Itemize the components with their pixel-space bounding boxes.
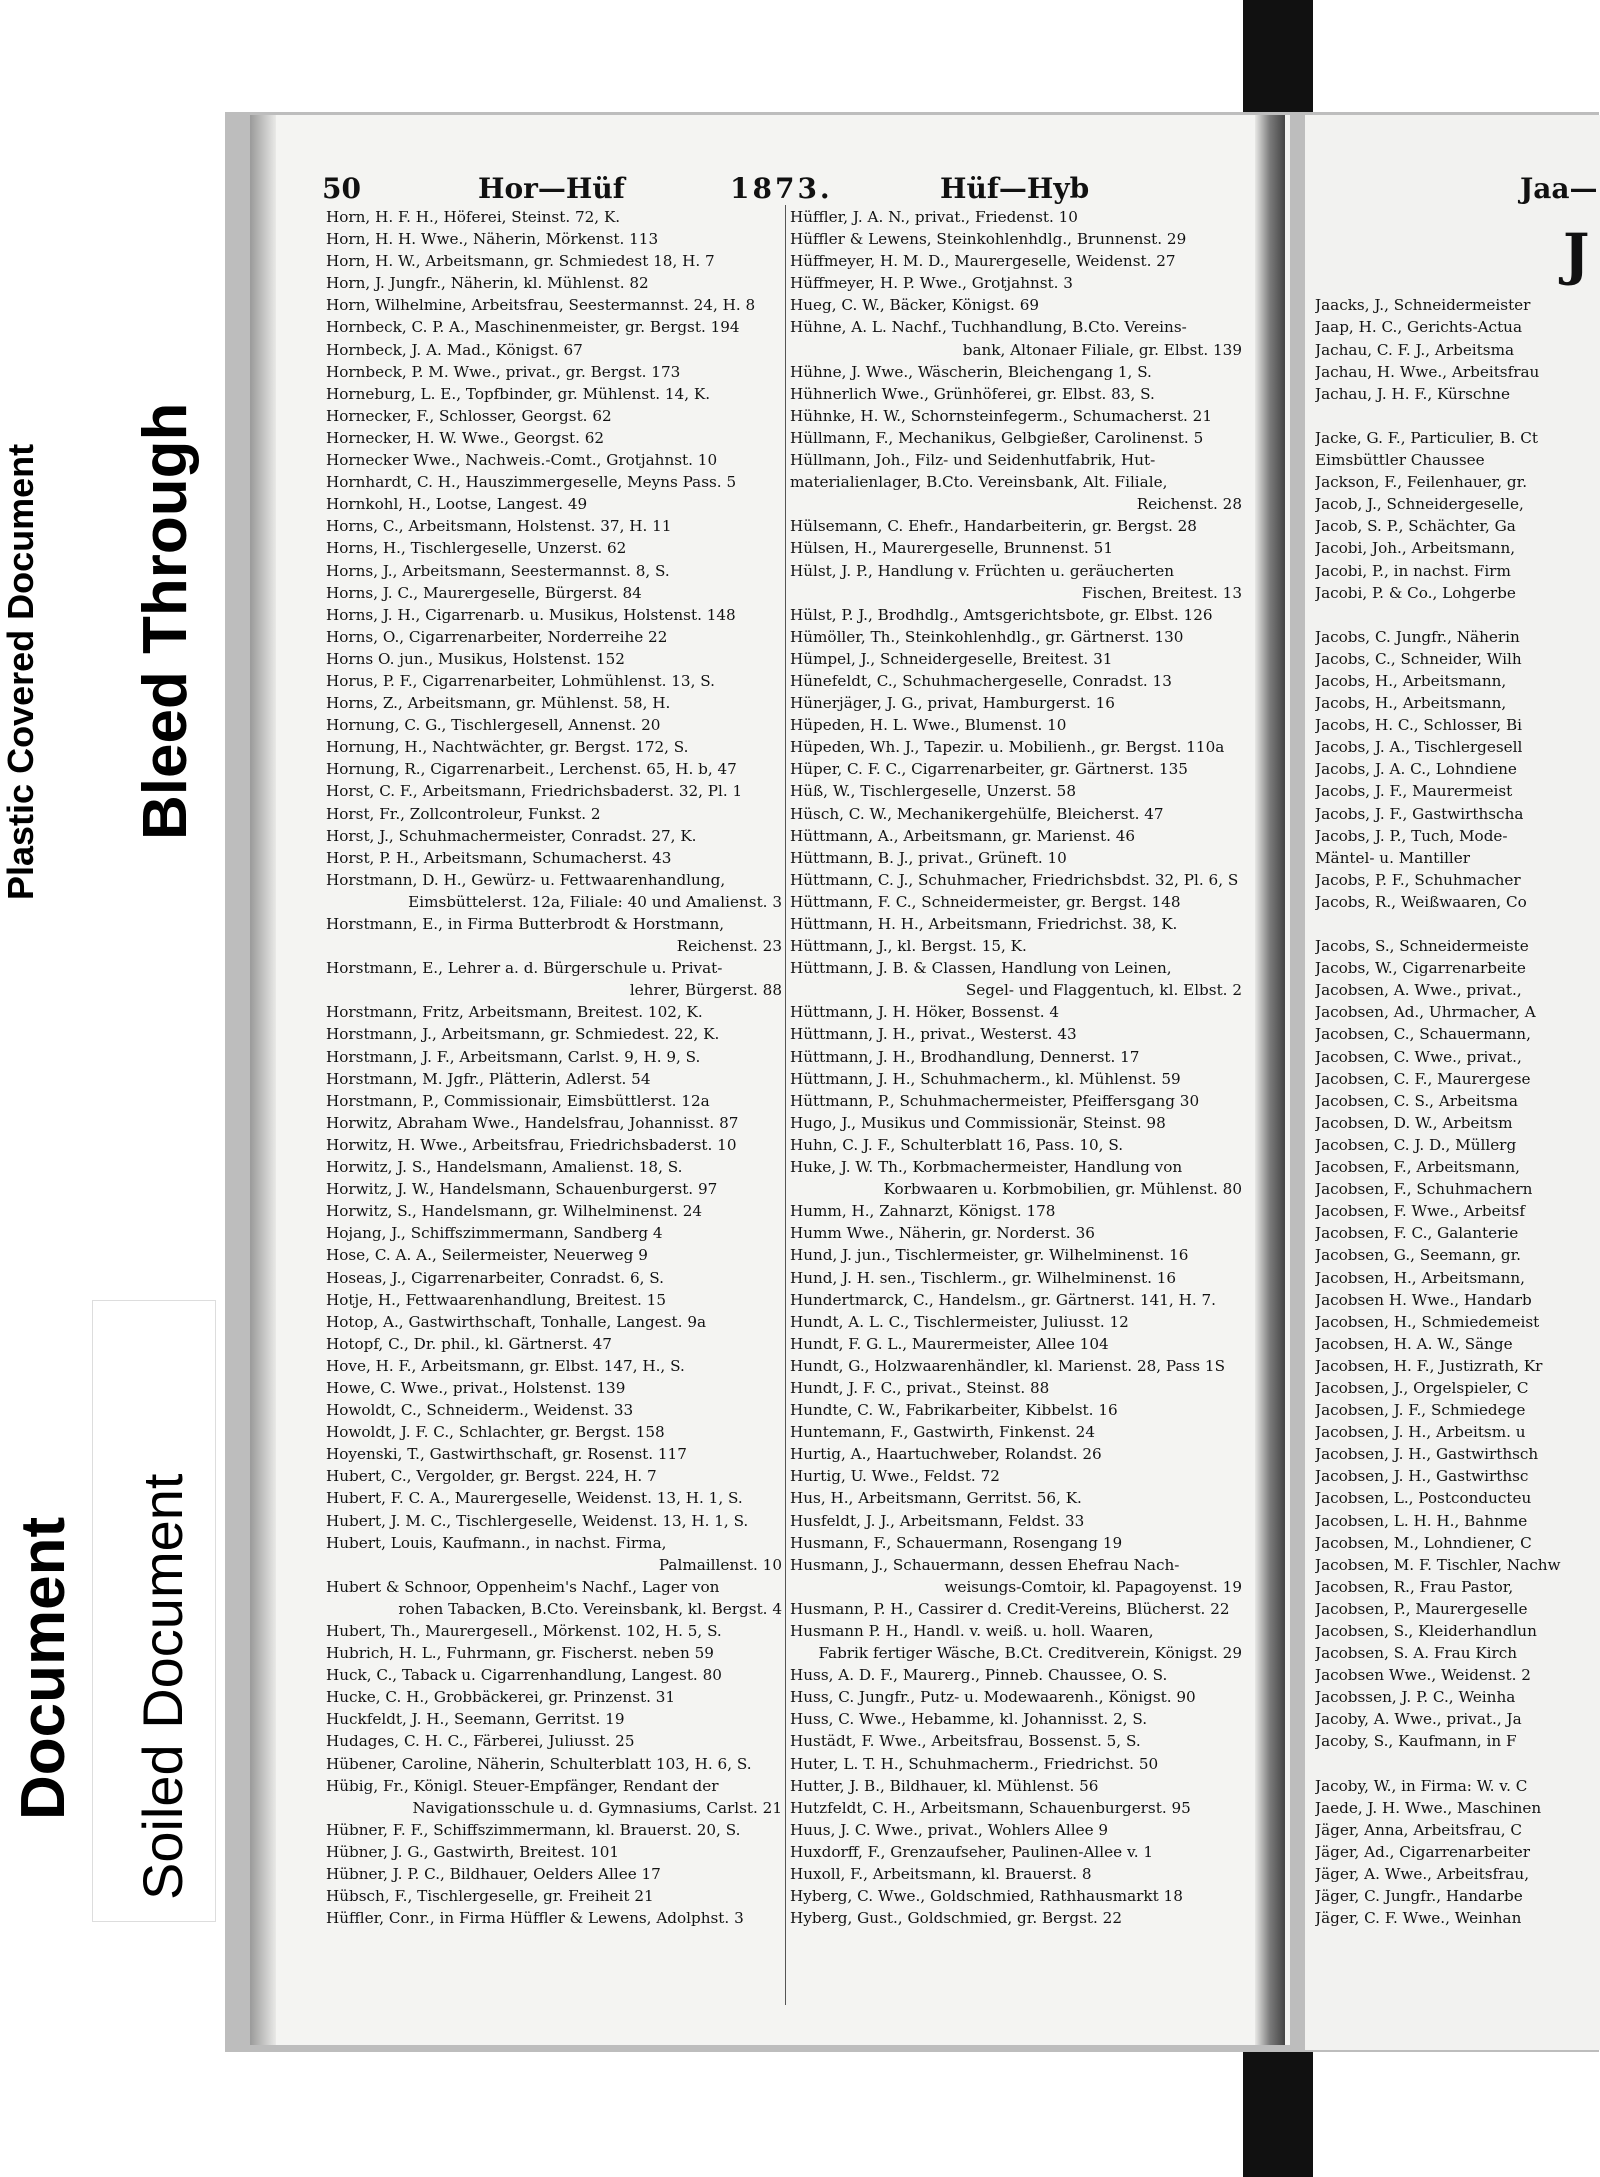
next-page-header: Jaa— [1520, 172, 1598, 205]
directory-entry: Hund, J. H. sen., Tischlerm., gr. Wilhelminenst. 16 [790, 1268, 1177, 1287]
plastic-covered-label: Plastic Covered Document [0, 443, 41, 900]
directory-entry: Horn, J. Jungfr., Näherin, kl. Mühlenst. 82 [326, 274, 649, 293]
directory-entry: Hubrich, H. L., Fuhrmann, gr. Fischerst. neben 59 [326, 1644, 714, 1663]
directory-entry: Hornung, R., Cigarrenarbeit., Lerchenst. 65, H. b, 47 [326, 760, 737, 779]
directory-entry: Hornecker Wwe., Nachweis.-Comt., Grotjahnst. 10 [326, 451, 718, 470]
directory-entry: Jacobsen, J. H., Arbeitsm. u [1315, 1423, 1526, 1442]
directory-entry: Hüttmann, P., Schuhmachermeister, Pfeiffersgang 30 [790, 1091, 1200, 1110]
directory-entry: Huck, C., Taback u. Cigarrenhandlung, Langest. 80 [326, 1666, 722, 1685]
directory-entry: Hundte, C. W., Fabrikarbeiter, Kibbelst. 16 [790, 1401, 1118, 1420]
directory-entry: Horns, J. H., Cigarrenarb. u. Musikus, Holstenst. 148 [326, 605, 736, 624]
directory-entry: Jacoby, S., Kaufmann, in F [1315, 1732, 1517, 1751]
directory-entry: Jaacks, J., Schneidermeister [1315, 296, 1531, 315]
directory-entry: Hübner, J. P. C., Bildhauer, Oelders Allee 17 [326, 1865, 661, 1884]
directory-entry [1315, 604, 1600, 626]
directory-entry: Howoldt, C., Schneiderm., Weidenst. 33 [326, 1401, 634, 1420]
directory-entry: Hülsen, H., Maurergeselle, Brunnenst. 51 [790, 539, 1113, 558]
directory-entry: Horstmann, E., Lehrer a. d. Bürgerschule u. Privat- [326, 959, 723, 978]
directory-entry: Horus, P. F., Cigarrenarbeiter, Lohmühlenst. 13, S. [326, 671, 715, 690]
directory-entry: Hotopf, C., Dr. phil., kl. Gärtnerst. 47 [326, 1334, 612, 1353]
directory-entry: Jacoby, A. Wwe., privat., Ja [1315, 1710, 1522, 1729]
directory-entry: Hüttmann, J. H. Höker, Bossenst. 4 [790, 1003, 1060, 1022]
directory-entry: Jäger, C. Jungfr., Handarbe [1315, 1887, 1523, 1906]
directory-entry: Jachau, H. Wwe., Arbeitsfrau [1315, 362, 1540, 381]
directory-entry: materialienlager, B.Cto. Vereinsbank, Alt. Filiale, [790, 473, 1168, 492]
directory-entry: Hubert, Louis, Kaufmann., in nachst. Firma, [326, 1533, 667, 1552]
directory-entry: Eimsbüttler Chaussee [1315, 451, 1485, 470]
directory-entry: Hundt, F. G. L., Maurermeister, Allee 104 [790, 1334, 1109, 1353]
directory-entry: Hundertmarck, C., Handelsm., gr. Gärtnerst. 141, H. 7. [790, 1290, 1216, 1309]
directory-entry: Jacobsen Wwe., Weidenst. 2 [1315, 1666, 1531, 1685]
directory-entry: Hübsch, F., Tischlergeselle, gr. Freiheit 21 [326, 1887, 654, 1906]
directory-entry: Jacobsen, J. H., Gastwirthsc [1315, 1467, 1529, 1486]
directory-entry: Jacobsen, H., Schmiedemeist [1315, 1312, 1540, 1331]
scan-edge-bar-top [1243, 0, 1313, 112]
directory-entry: Jacobs, C., Schneider, Wilh [1315, 649, 1522, 668]
column-divider [785, 205, 786, 2005]
directory-entry: Hubert, C., Vergolder, gr. Bergst. 224, H. 7 [326, 1467, 657, 1486]
directory-entry: Jacobsen, M. F. Tischler, Nachw [1315, 1555, 1561, 1574]
directory-entry: Humm, H., Zahnarzt, Königst. 178 [790, 1202, 1056, 1221]
directory-entry: Hueg, C. W., Bäcker, Königst. 69 [790, 296, 1040, 315]
directory-entry-continuation: Palmaillenst. 10 [658, 1555, 782, 1574]
directory-entry: Jackson, F., Feilenhauer, gr. [1315, 473, 1528, 492]
directory-entry: Jacobsen, C. J. D., Müllerg [1315, 1135, 1517, 1154]
directory-entry: Huxdorff, F., Grenzaufseher, Paulinen-Allee v. 1 [790, 1842, 1154, 1861]
directory-entry: Jacobs, P. F., Schuhmacher [1315, 870, 1521, 889]
directory-entry [1315, 272, 1600, 294]
directory-entry: Hutzfeldt, C. H., Arbeitsmann, Schauenburgerst. 95 [790, 1798, 1191, 1817]
directory-entry: Horns, H., Tischlergeselle, Unzerst. 62 [326, 539, 627, 558]
directory-entry: Jacobsen, G., Seemann, gr. [1315, 1246, 1522, 1265]
directory-entry: Horwitz, J. W., Handelsmann, Schauenburgerst. 97 [326, 1180, 718, 1199]
directory-entry: Jacobs, C. Jungfr., Näherin [1315, 627, 1520, 646]
directory-entry: Hornbeck, J. A. Mad., Königst. 67 [326, 340, 583, 359]
directory-entry: Jacobssen, J. P. C., Weinha [1315, 1688, 1516, 1707]
directory-entry: Hornbeck, P. M. Wwe., privat., gr. Bergst. 173 [326, 362, 681, 381]
directory-entry: Jacobsen, C. Wwe., privat., [1315, 1047, 1522, 1066]
directory-entry: Jaap, H. C., Gerichts-Actua [1315, 318, 1523, 337]
directory-entry: Horn, H. H. Wwe., Näherin, Mörkenst. 113 [326, 230, 659, 249]
directory-entry: Hornhardt, C. H., Hauszimmergeselle, Meyns Pass. 5 [326, 473, 737, 492]
directory-entry: Jacobs, H. C., Schlosser, Bi [1315, 716, 1522, 735]
directory-entry: Jacobs, R., Weißwaaren, Co [1315, 892, 1527, 911]
directory-entry: Hucke, C. H., Grobbäckerei, gr. Prinzenst. 31 [326, 1688, 676, 1707]
directory-entry: Jacobsen, J. H., Gastwirthsch [1315, 1445, 1539, 1464]
directory-entry: Jacobsen H. Wwe., Handarb [1315, 1290, 1532, 1309]
directory-entry: Horst, C. F., Arbeitsmann, Friedrichsbaderst. 32, Pl. 1 [326, 782, 743, 801]
directory-entry: Hübner, J. G., Gastwirth, Breitest. 101 [326, 1842, 620, 1861]
directory-entry: Hüttmann, F. C., Schneidermeister, gr. Bergst. 148 [790, 892, 1181, 911]
directory-entry: Jacobs, H., Arbeitsmann, [1315, 694, 1507, 713]
directory-entry: Jacobsen, H., Arbeitsmann, [1315, 1268, 1525, 1287]
directory-entry: Hüffler, Conr., in Firma Hüffler & Lewens, Adolphst. 3 [326, 1909, 744, 1928]
directory-entry: Hurtig, A., Haartuchweber, Rolandst. 26 [790, 1445, 1102, 1464]
directory-entry: Hotop, A., Gastwirthschaft, Tonhalle, Langest. 9a [326, 1312, 707, 1331]
directory-entry: Hyberg, Gust., Goldschmied, gr. Bergst. 22 [790, 1909, 1123, 1928]
directory-entry: Hübener, Caroline, Näherin, Schulterblatt 103, H. 6, S. [326, 1754, 752, 1773]
directory-entry: Husmann, J., Schauermann, dessen Ehefrau Nach- [790, 1555, 1180, 1574]
directory-entry: Jacobs, J. A., Tischlergesell [1315, 738, 1523, 757]
directory-entry: Jacobsen, H. F., Justizrath, Kr [1315, 1356, 1543, 1375]
directory-entry: Huss, A. D. F., Maurerg., Pinneb. Chaussee, O. S. [790, 1666, 1168, 1685]
directory-entry: Hüffler, J. A. N., privat., Friedenst. 10 [790, 208, 1078, 226]
directory-entry: Hund, J. jun., Tischlermeister, gr. Wilhelminenst. 16 [790, 1246, 1189, 1265]
directory-entry-continuation: Fabrik fertiger Wäsche, B.Ct. Creditverein, Königst. 29 [818, 1644, 1242, 1663]
directory-entry: Hustädt, F. Wwe., Arbeitsfrau, Bossenst. 5, S. [790, 1732, 1141, 1751]
directory-entry: Hove, H. F., Arbeitsmann, gr. Elbst. 147, H., S. [326, 1356, 685, 1375]
directory-entry: Jäger, A. Wwe., Arbeitsfrau, [1315, 1865, 1530, 1884]
bleed-through-label: Bleed Through [131, 402, 200, 840]
directory-entry: Jacobsen, P., Maurergeselle [1315, 1599, 1528, 1618]
directory-entry: Hühnke, H. W., Schornsteinfegerm., Schumacherst. 21 [790, 406, 1212, 425]
directory-entry: Hüffler & Lewens, Steinkohlenhdlg., Brunnenst. 29 [790, 230, 1187, 249]
directory-entry-continuation: Segel- und Flaggentuch, kl. Elbst. 2 [965, 981, 1242, 1000]
directory-entry: Jäger, Ad., Cigarrenarbeiter [1315, 1842, 1531, 1861]
directory-entry: Jacobi, P. & Co., Lohgerbe [1315, 583, 1516, 602]
directory-entry: Huter, L. T. H., Schuhmacherm., Friedrichst. 50 [790, 1754, 1159, 1773]
directory-entry: Jachau, J. H. F., Kürschne [1315, 384, 1510, 403]
directory-entry: Horns, C., Arbeitsmann, Holstenst. 37, H. 11 [326, 517, 672, 536]
directory-entry: Hüttmann, J., kl. Bergst. 15, K. [790, 937, 1027, 956]
directory-entry: Hünefeldt, C., Schuhmachergeselle, Conradst. 13 [790, 671, 1172, 690]
directory-entry: Hurtig, U. Wwe., Feldst. 72 [790, 1467, 1000, 1486]
directory-entry: Mäntel- u. Mantiller [1315, 848, 1471, 867]
directory-entry: Hühne, A. L. Nachf., Tuchhandlung, B.Cto. Vereins- [790, 318, 1187, 337]
directory-entry [1315, 913, 1600, 935]
directory-entry: Huke, J. W. Th., Korbmachermeister, Handlung von [790, 1158, 1183, 1177]
directory-entry-continuation: Navigationsschule u. d. Gymnasiums, Carlst. 21 [412, 1798, 782, 1817]
directory-entry: Hornung, H., Nachtwächter, gr. Bergst. 172, S. [326, 738, 689, 757]
directory-entry: Jacobsen, J., Orgelspieler, C [1315, 1378, 1529, 1397]
next-page-big-letter: J [1563, 222, 1590, 288]
directory-entry: Husfeldt, J. J., Arbeitsmann, Feldst. 33 [790, 1511, 1085, 1530]
directory-entry: Horstmann, D. H., Gewürz- u. Fettwaarenhandlung, [326, 870, 726, 889]
directory-entry [1315, 228, 1600, 250]
document-label: Document [9, 1516, 78, 1820]
directory-entry: Huckfeldt, J. H., Seemann, Gerritst. 19 [326, 1710, 625, 1729]
directory-entry: Jacobsen, J. F., Schmiedege [1315, 1401, 1526, 1420]
directory-entry: Hüpeden, H. L. Wwe., Blumenst. 10 [790, 716, 1067, 735]
directory-entry: Hüttmann, J. H., Schuhmacherm., kl. Mühlenst. 59 [790, 1069, 1181, 1088]
directory-entry: Hümpel, J., Schneidergeselle, Breitest. 31 [790, 649, 1113, 668]
directory-entry: Jacoby, W., in Firma: W. v. C [1315, 1776, 1528, 1795]
directory-entry: Hüttmann, J. H., Brodhandlung, Dennerst. 17 [790, 1047, 1140, 1066]
directory-entry: Husmann P. H., Handl. v. weiß. u. holl. Waaren, [790, 1622, 1154, 1640]
directory-entry: Hundt, J. F. C., privat., Steinst. 88 [790, 1378, 1050, 1397]
directory-entry: Jacob, J., Schneidergeselle, [1315, 495, 1524, 514]
directory-entry: Hornung, C. G., Tischlergesell, Annenst. 20 [326, 716, 661, 735]
directory-entry: Hornecker, F., Schlosser, Georgst. 62 [326, 406, 612, 425]
directory-entry: Hüllmann, F., Mechanikus, Gelbgießer, Carolinenst. 5 [790, 428, 1204, 447]
directory-entry: Hüttmann, J. B. & Classen, Handlung von Leinen, [790, 959, 1172, 978]
directory-entry: Hyberg, C. Wwe., Goldschmied, Rathhausmarkt 18 [790, 1887, 1183, 1906]
directory-entry: Hüffmeyer, H. P. Wwe., Grotjahnst. 3 [790, 274, 1073, 293]
directory-entry: Hudages, C. H. C., Färberei, Juliusst. 25 [326, 1732, 635, 1751]
directory-entry: Horneburg, L. E., Topfbinder, gr. Mühlenst. 14, K. [326, 384, 711, 403]
directory-entry-continuation: Reichenst. 23 [676, 937, 782, 956]
directory-entry: Jacke, G. F., Particulier, B. Ct [1315, 428, 1538, 447]
directory-entry: Hotje, H., Fettwaarenhandlung, Breitest. 15 [326, 1290, 666, 1309]
directory-entry: Huxoll, F., Arbeitsmann, kl. Brauerst. 8 [790, 1865, 1092, 1884]
directory-entry: Hülst, J. P., Handlung v. Früchten u. geräucherten [790, 561, 1175, 580]
directory-entry: Horstmann, M. Jgfr., Plätterin, Adlerst. 54 [326, 1069, 651, 1088]
directory-entry: Horstmann, E., in Firma Butterbrodt & Horstmann, [326, 915, 725, 933]
directory-entry: Horstmann, J. F., Arbeitsmann, Carlst. 9, H. 9, S. [326, 1047, 701, 1066]
directory-entry-continuation: Eimsbüttelerst. 12a, Filiale: 40 und Amalienst. 3 [408, 892, 782, 911]
directory-entry: Hoyenski, T., Gastwirthschaft, gr. Rosenst. 117 [326, 1445, 687, 1464]
directory-entry: Jacobs, J. F., Gastwirthscha [1315, 804, 1524, 823]
directory-entry: Jacobs, S., Schneidermeiste [1315, 937, 1529, 956]
directory-entry [1315, 1753, 1600, 1775]
directory-entry: Horwitz, H. Wwe., Arbeitsfrau, Friedrichsbaderst. 10 [326, 1135, 737, 1154]
directory-entry: Huss, C. Jungfr., Putz- u. Modewaarenh., Königst. 90 [790, 1688, 1196, 1707]
directory-entry: Huhn, C. J. F., Schulterblatt 16, Pass. 10, S. [790, 1135, 1124, 1154]
directory-entry: Horstmann, P., Commissionair, Eimsbüttlerst. 12a [326, 1091, 710, 1110]
directory-entry: Howe, C. Wwe., privat., Holstenst. 139 [326, 1378, 626, 1397]
directory-entry: Huus, J. C. Wwe., privat., Wohlers Allee 9 [790, 1820, 1109, 1839]
directory-entry-continuation: weisungs-Comtoir, kl. Papagoyenst. 19 [944, 1577, 1242, 1596]
directory-entry: Jacobsen, L., Postconducteu [1315, 1489, 1532, 1508]
directory-entry: Horns, J., Arbeitsmann, Seestermannst. 8, S. [326, 561, 670, 580]
directory-entry: Horns, O., Cigarrenarbeiter, Norderreihe 22 [326, 627, 668, 646]
directory-entry: Hüttmann, J. H., privat., Westerst. 43 [790, 1025, 1077, 1044]
directory-entry: Horwitz, S., Handelsmann, gr. Wilhelminenst. 24 [326, 1202, 703, 1221]
directory-entry: Jacobsen, R., Frau Pastor, [1315, 1577, 1514, 1596]
directory-entry: Humm Wwe., Näherin, gr. Norderst. 36 [790, 1224, 1095, 1243]
directory-entry: Hüffmeyer, H. M. D., Maurergeselle, Weidenst. 27 [790, 252, 1176, 271]
page-edge-shadow [250, 115, 276, 2045]
header-right-range: Hüf—Hyb [940, 172, 1090, 205]
directory-entry: Jacobsen, F., Arbeitsmann, [1315, 1158, 1520, 1177]
directory-entry: Hoseas, J., Cigarrenarbeiter, Conradst. 6, S. [326, 1268, 664, 1287]
directory-entry: Hojang, J., Schiffszimmermann, Sandberg 4 [326, 1224, 663, 1243]
directory-entry: Hübig, Fr., Königl. Steuer-Empfänger, Rendant der [326, 1776, 719, 1795]
directory-entry: Jacobsen, C. S., Arbeitsma [1315, 1091, 1518, 1110]
directory-entry: Hundt, A. L. C., Tischlermeister, Juliusst. 12 [790, 1312, 1129, 1331]
directory-entry: Hülst, P. J., Brodhdlg., Amtsgerichtsbote, gr. Elbst. 126 [790, 605, 1213, 624]
directory-entry: Hüper, C. F. C., Cigarrenarbeiter, gr. Gärtnerst. 135 [790, 760, 1188, 779]
directory-entry: Husmann, P. H., Cassirer d. Credit-Vereins, Blücherst. 22 [790, 1599, 1230, 1618]
directory-entry: Hüß, W., Tischlergeselle, Unzerst. 58 [790, 782, 1076, 801]
directory-entry: Jacobsen, C. F., Maurergese [1315, 1069, 1531, 1088]
directory-entry-continuation: Reichenst. 28 [1136, 495, 1242, 514]
directory-entry: Hüttmann, C. J., Schuhmacher, Friedrichsbdst. 32, Pl. 6, S [790, 870, 1239, 889]
directory-entry-continuation: Korbwaaren u. Korbmobilien, gr. Mühlenst. 80 [883, 1180, 1242, 1199]
directory-entry: Hose, C. A. A., Seilermeister, Neuerweg 9 [326, 1246, 648, 1265]
directory-entry: Horstmann, J., Arbeitsmann, gr. Schmiedest. 22, K. [326, 1025, 720, 1044]
directory-column-next-page [1315, 206, 1600, 1929]
directory-entry: Hubert, Th., Maurergesell., Mörkenst. 102, H. 5, S. [326, 1622, 722, 1640]
directory-entry: Jacobi, P., in nachst. Firm [1315, 561, 1511, 580]
directory-entry: Horns, Z., Arbeitsmann, gr. Mühlenst. 58, H. [326, 694, 671, 713]
directory-entry: Hühnerlich Wwe., Grünhöferei, gr. Elbst. 83, S. [790, 384, 1155, 403]
directory-entry: Jacobsen, M., Lohndiener, C [1315, 1533, 1532, 1552]
directory-entry: Hubert, F. C. A., Maurergeselle, Weidenst. 13, H. 1, S. [326, 1489, 743, 1508]
directory-entry-continuation: lehrer, Bürgerst. 88 [629, 981, 782, 1000]
directory-entry: Jachau, C. F. J., Arbeitsma [1315, 340, 1515, 359]
header-left-range: Hor—Hüf [478, 172, 625, 205]
header-year: 1873. [730, 172, 833, 205]
directory-entry: Jacobs, J. A. C., Lohndiene [1315, 760, 1517, 779]
directory-entry: Jacob, S. P., Schächter, Ga [1315, 517, 1516, 536]
directory-entry [1315, 206, 1600, 228]
book-gutter [1255, 115, 1285, 2045]
directory-entry: Jaede, J. H. Wwe., Maschinen [1315, 1798, 1542, 1817]
directory-entry: Jacobsen, F. C., Galanterie [1315, 1224, 1519, 1243]
directory-entry: Hornbeck, C. P. A., Maschinenmeister, gr. Bergst. 194 [326, 318, 740, 337]
directory-entry: Husmann, F., Schauermann, Rosengang 19 [790, 1533, 1123, 1552]
directory-entry: Jacobs, H., Arbeitsmann, [1315, 671, 1507, 690]
directory-entry: Jacobs, W., Cigarrenarbeite [1315, 959, 1526, 978]
directory-entry: Hühne, J. Wwe., Wäscherin, Bleichengang 1, S. [790, 362, 1152, 381]
directory-entry: Hüsch, C. W., Mechanikergehülfe, Bleicherst. 47 [790, 804, 1164, 823]
directory-entry: Horstmann, Fritz, Arbeitsmann, Breitest. 102, K. [326, 1003, 703, 1022]
directory-entry: Jacobsen, S. A. Frau Kirch [1315, 1644, 1518, 1663]
directory-entry-continuation: rohen Tabacken, B.Cto. Vereinsbank, kl. Bergst. 4 [398, 1599, 782, 1618]
directory-entry: Jacobs, J. P., Tuch, Mode- [1315, 826, 1508, 845]
directory-entry: Jacobsen, Ad., Uhrmacher, A [1315, 1003, 1536, 1022]
directory-entry: Horn, Wilhelmine, Arbeitsfrau, Seestermannst. 24, H. 8 [326, 296, 756, 315]
directory-entry: Hüpeden, Wh. J., Tapezir. u. Mobilienh., gr. Bergst. 110a [790, 738, 1225, 757]
directory-entry: Jacobsen, S., Kleiderhandlun [1315, 1622, 1537, 1640]
directory-entry-continuation: Fischen, Breitest. 13 [1081, 583, 1242, 602]
directory-entry: Jäger, Anna, Arbeitsfrau, C [1315, 1820, 1523, 1839]
directory-column-right [790, 206, 1242, 1929]
directory-entry: Jacobi, Joh., Arbeitsmann, [1315, 539, 1516, 558]
directory-entry: Hornecker, H. W. Wwe., Georgst. 62 [326, 428, 605, 447]
soiled-document-label: Soiled Document [131, 1473, 194, 1900]
directory-entry: Horns, J. C., Maurergeselle, Bürgerst. 84 [326, 583, 642, 602]
scan-edge-bar-bottom [1243, 2052, 1313, 2177]
directory-entry: Hümöller, Th., Steinkohlenhdlg., gr. Gärtnerst. 130 [790, 627, 1184, 646]
directory-entry: Horst, P. H., Arbeitsmann, Schumacherst. 43 [326, 848, 672, 867]
directory-entry: Jäger, C. F. Wwe., Weinhan [1315, 1909, 1522, 1928]
directory-entry: Horn, H. W., Arbeitsmann, gr. Schmiedest 18, H. 7 [326, 252, 715, 271]
directory-entry: Hubert, J. M. C., Tischlergeselle, Weidenst. 13, H. 1, S. [326, 1511, 749, 1530]
directory-entry: Jacobsen, F. Wwe., Arbeitsf [1315, 1202, 1525, 1221]
directory-entry: Hutter, J. B., Bildhauer, kl. Mühlenst. 56 [790, 1776, 1099, 1795]
directory-entry: Hübner, F. F., Schiffszimmermann, kl. Brauerst. 20, S. [326, 1820, 741, 1839]
directory-entry: Jacobs, J. F., Maurermeist [1315, 782, 1513, 801]
directory-entry: Huntemann, F., Gastwirth, Finkenst. 24 [790, 1423, 1095, 1442]
directory-entry: Horns O. jun., Musikus, Holstenst. 152 [326, 649, 625, 668]
directory-entry: Hüttmann, H. H., Arbeitsmann, Friedrichst. 38, K. [790, 915, 1178, 933]
directory-entry: Huss, C. Wwe., Hebamme, kl. Johannisst. 2, S. [790, 1710, 1148, 1729]
directory-entry: Jacobsen, H. A. W., Sänge [1315, 1334, 1513, 1353]
directory-entry: Hülsemann, C. Ehefr., Handarbeiterin, gr. Bergst. 28 [790, 517, 1197, 536]
directory-entry: Jacobsen, F., Schuhmachern [1315, 1180, 1533, 1199]
directory-entry: Hugo, J., Musikus und Commissionär, Steinst. 98 [790, 1113, 1166, 1132]
directory-entry: Horwitz, Abraham Wwe., Handelsfrau, Johannisst. 87 [326, 1113, 739, 1132]
directory-entry-continuation: bank, Altonaer Filiale, gr. Elbst. 139 [962, 340, 1242, 359]
directory-entry: Hus, H., Arbeitsmann, Gerritst. 56, K. [790, 1489, 1082, 1508]
directory-entry: Hornkohl, H., Lootse, Langest. 49 [326, 495, 588, 514]
directory-entry [1315, 405, 1600, 427]
directory-entry: Howoldt, J. F. C., Schlachter, gr. Bergst. 158 [326, 1423, 665, 1442]
directory-entry: Jacobsen, L. H. H., Bahnme [1315, 1511, 1528, 1530]
directory-entry [1315, 250, 1600, 272]
directory-entry: Jacobsen, D. W., Arbeitsm [1315, 1113, 1513, 1132]
directory-entry: Jacobsen, C., Schauermann, [1315, 1025, 1531, 1044]
page-number: 50 [322, 172, 361, 205]
directory-entry: Hundt, G., Holzwaarenhändler, kl. Marienst. 28, Pass 1S [790, 1356, 1225, 1375]
directory-entry: Horst, J., Schuhmachermeister, Conradst. 27, K. [326, 826, 697, 845]
directory-column-left [326, 206, 782, 1929]
directory-entry: Hüttmann, A., Arbeitsmann, gr. Marienst. 46 [790, 826, 1136, 845]
directory-entry: Hünerjäger, J. G., privat, Hamburgerst. 16 [790, 694, 1115, 713]
directory-entry: Hüttmann, B. J., privat., Grüneft. 10 [790, 848, 1067, 867]
directory-entry: Jacobsen, A. Wwe., privat., [1315, 981, 1522, 1000]
directory-entry: Horn, H. F. H., Höferei, Steinst. 72, K. [326, 208, 621, 226]
directory-entry: Hüllmann, Joh., Filz- und Seidenhutfabrik, Hut- [790, 451, 1156, 470]
directory-entry: Horst, Fr., Zollcontroleur, Funkst. 2 [326, 804, 601, 823]
directory-entry: Horwitz, J. S., Handelsmann, Amalienst. 18, S. [326, 1158, 683, 1177]
directory-entry: Hubert & Schnoor, Oppenheim's Nachf., Lager von [326, 1577, 720, 1596]
